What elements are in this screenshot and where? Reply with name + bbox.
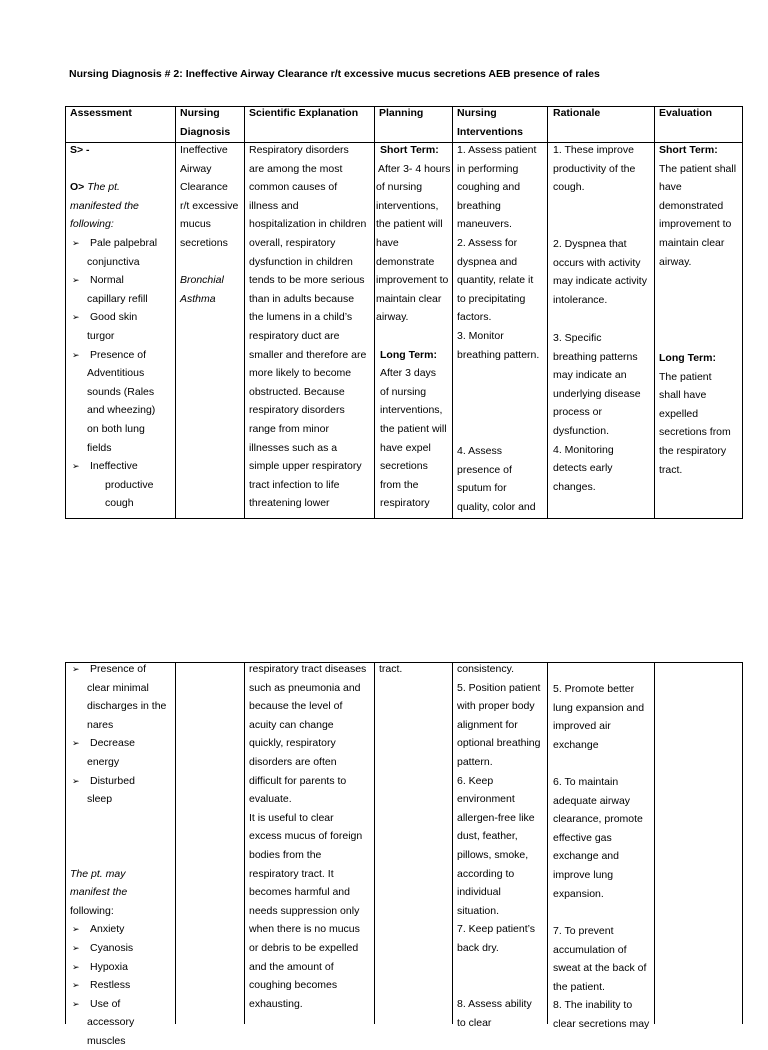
text-line: maintain clear <box>376 292 442 305</box>
diagnosis-line: Airway <box>180 162 212 175</box>
text-line: situation. <box>457 904 500 917</box>
text-line: or debris to be expelled <box>249 941 359 954</box>
text-line: clearance, promote <box>553 813 643 826</box>
text-line: alignment for <box>457 718 518 731</box>
rationale-cell <box>553 329 653 496</box>
text-line: breathing patterns <box>553 350 638 363</box>
manifest-text: manifest the <box>70 886 128 899</box>
text-line: intolerance. <box>553 293 608 306</box>
text-line: bodies from the <box>249 848 322 861</box>
text-line: 3. Monitor <box>457 329 504 342</box>
text-line: secretions <box>380 460 428 473</box>
text-line: detects early <box>553 462 613 475</box>
text-line: the lumens in a child’s <box>249 311 353 324</box>
scientific-explanation-cell <box>249 660 374 1013</box>
text-line: 5. Promote better <box>553 683 635 695</box>
text-line: lung expansion and <box>553 701 645 714</box>
text-line: consistency. <box>457 663 514 675</box>
bullet-continuation: on both lung <box>87 422 145 435</box>
objective-text: manifested the <box>70 199 139 212</box>
objective-label: O> <box>70 181 85 194</box>
bullet-continuation: cough <box>105 497 134 510</box>
bullet-continuation: muscles <box>87 1034 126 1047</box>
text-line: exchange and <box>553 850 619 863</box>
text-line: may indicate activity <box>553 275 647 288</box>
text-line: changes. <box>553 480 596 493</box>
short-term-label: Short Term: <box>380 144 439 156</box>
text-line: obstructed. Because <box>249 385 345 398</box>
diagnosis-line: Clearance <box>180 181 228 194</box>
text-line: tract. <box>379 663 403 675</box>
bullet-continuation: nares <box>87 718 114 731</box>
text-line: overall, respiratory <box>249 236 336 249</box>
text-line: 8. Assess ability <box>457 998 532 1010</box>
text-line: sputum for <box>457 482 507 495</box>
bullet-item: ➢ Decrease <box>70 734 174 753</box>
text-line: pattern. <box>457 755 493 768</box>
text-line: with proper body <box>457 700 535 713</box>
text-line: becomes harmful and <box>249 886 350 899</box>
text-line: 8. The inability to <box>553 999 633 1012</box>
bullet-continuation: discharges in the <box>87 700 167 713</box>
bullet-continuation: energy <box>87 755 120 768</box>
text-line: evaluate. <box>249 793 292 806</box>
rationale-cell <box>553 680 653 754</box>
table-1-col-divider <box>244 106 245 519</box>
text-line: coughing and <box>457 181 521 194</box>
text-line: quality, color and <box>457 500 536 513</box>
subjective-data: S> - <box>70 144 90 156</box>
text-line: presence of <box>457 463 512 476</box>
text-line: effective gas <box>553 831 612 844</box>
scientific-explanation-cell <box>249 141 374 513</box>
table-2-col-divider <box>452 662 453 1024</box>
text-line: 5. Position patient <box>457 681 541 694</box>
bullet-item: ➢ Presence of <box>70 346 174 365</box>
text-line: 2. Assess for <box>457 236 518 249</box>
text-line: The patient shall <box>659 162 737 175</box>
bullet-continuation: and wheezing) <box>87 404 156 417</box>
header-rationale: Rationale <box>553 107 601 119</box>
text-line: to precipitating <box>457 292 526 305</box>
bullet-item: ➢ Ineffective <box>70 457 174 476</box>
text-line: range from minor <box>249 422 329 435</box>
text-line: when there is no mucus <box>249 923 360 936</box>
bullet-item: ➢ Anxiety <box>70 920 174 939</box>
header-planning: Planning <box>379 107 424 119</box>
diagnosis-line: secretions <box>180 236 228 249</box>
bullet-continuation: clear minimal <box>87 681 149 694</box>
rationale-cell <box>553 235 653 309</box>
bullet-continuation: accessory <box>87 1016 135 1029</box>
text-line: After 3 days <box>380 367 437 380</box>
text-line: 4. Monitoring <box>553 443 614 456</box>
table-2-col-divider <box>175 662 176 1024</box>
text-line: common causes of <box>249 181 338 194</box>
text-line: The patient <box>659 370 712 383</box>
bullet-item: ➢ Use of <box>70 995 174 1014</box>
bullet-continuation: capillary refill <box>87 292 148 305</box>
text-line: the respiratory <box>659 444 727 457</box>
text-line: occurs with activity <box>553 256 641 269</box>
text-line: coughing becomes <box>249 979 338 992</box>
text-line: tract infection to life <box>249 478 340 491</box>
text-line: adequate airway <box>553 794 631 807</box>
text-line: shall have <box>659 389 707 402</box>
text-line: hospitalization in children <box>249 218 367 231</box>
text-line: and the amount of <box>249 960 334 973</box>
text-line: improve lung <box>553 868 614 881</box>
text-line: have expel <box>380 441 431 454</box>
nursing-interventions-cell <box>457 141 547 364</box>
text-line: clear secretions may <box>553 1017 650 1030</box>
text-line: dysfunction. <box>553 424 610 437</box>
text-line: because the level of <box>249 700 343 713</box>
text-line: environment <box>457 793 515 806</box>
text-line: sweat at the back of <box>553 962 647 975</box>
rationale-cell <box>553 922 653 1034</box>
text-line: acuity can change <box>249 718 334 731</box>
text-line: simple upper respiratory <box>249 460 362 473</box>
table-2-col-divider <box>65 662 66 1024</box>
objective-text: following: <box>70 218 114 231</box>
header-scientific-explanation: Scientific Explanation <box>249 107 359 119</box>
text-line: dust, feather, <box>457 830 518 843</box>
bullet-continuation: sounds (Rales <box>87 385 155 398</box>
text-line: of nursing <box>380 385 427 398</box>
text-line: smaller and therefore are <box>249 348 367 361</box>
text-line: breathing pattern. <box>457 348 540 361</box>
text-line: maintain clear <box>659 236 725 249</box>
text-line: respiratory <box>380 497 430 510</box>
text-line: After 3- 4 hours <box>378 162 451 175</box>
text-line: interventions, <box>380 404 443 417</box>
bullet-item: ➢ Restless <box>70 976 174 995</box>
bullet-item: ➢ Normal <box>70 271 174 290</box>
header-assessment: Assessment <box>70 107 132 119</box>
bullet-item: ➢ Good skin <box>70 308 174 327</box>
assessment-cell-page-1 <box>70 141 174 513</box>
text-line: individual <box>457 886 501 899</box>
text-line: than in adults because <box>249 292 355 305</box>
text-line: needs suppression only <box>249 904 360 917</box>
diagnosis-line: Ineffective <box>180 144 228 156</box>
text-line: 6. Keep <box>457 774 494 787</box>
table-1-col-divider <box>654 106 655 519</box>
text-line: the patient will <box>376 218 443 231</box>
text-line: breathing <box>457 199 501 212</box>
text-line: airway. <box>376 311 409 324</box>
text-line: respiratory tract diseases <box>249 663 367 675</box>
text-line: pillows, smoke, <box>457 848 529 861</box>
header-nursing-interventions <box>457 104 523 141</box>
long-term-label: Long Term: <box>380 348 437 361</box>
evaluation-cell <box>659 349 743 479</box>
objective-intro <box>70 178 174 197</box>
text-line: the patient. <box>553 980 605 993</box>
long-term-label: Long Term: <box>659 352 716 364</box>
header-interventions-line: Interventions <box>457 125 523 138</box>
header-nursing-line: Nursing <box>457 107 497 119</box>
text-line: optional breathing <box>457 737 541 750</box>
text-line: tends to be more serious <box>249 274 365 287</box>
text-line: more likely to become <box>249 367 352 380</box>
text-line: to clear <box>457 1016 492 1029</box>
planning-cell <box>376 141 452 513</box>
text-line: 7. To prevent <box>553 925 614 937</box>
text-line: improvement to <box>376 274 449 287</box>
table-2-col-divider <box>742 662 743 1024</box>
text-line: exhausting. <box>249 997 303 1010</box>
manifest-text: The pt. may <box>70 867 126 880</box>
text-line: 4. Assess <box>457 445 502 457</box>
table-1-col-divider <box>547 106 548 519</box>
bullet-continuation: fields <box>87 441 112 454</box>
medical-diagnosis-line: Asthma <box>180 292 216 305</box>
text-line: quantity, relate it <box>457 274 534 287</box>
bullet-item: ➢ Disturbed <box>70 772 174 791</box>
manifest-text: following: <box>70 904 114 917</box>
text-line: 1. These improve <box>553 144 634 156</box>
objective-text: The pt. <box>87 181 120 194</box>
text-line: maneuvers. <box>457 218 512 231</box>
text-line: threatening lower <box>249 497 330 510</box>
bullet-continuation: turgor <box>87 329 115 342</box>
text-line: respiratory duct are <box>249 329 340 342</box>
text-line: allergen-free like <box>457 811 535 824</box>
bullet-continuation: conjunctiva <box>87 255 140 268</box>
text-line: quickly, respiratory <box>249 737 336 750</box>
text-line: in performing <box>457 162 519 175</box>
bullet-item: ➢ Pale palpebral <box>70 234 174 253</box>
text-line: difficult for parents to <box>249 774 347 787</box>
bullet-item: ➢ Hypoxia <box>70 958 174 977</box>
bullet-item: ➢ Cyanosis <box>70 939 174 958</box>
table-2-col-divider <box>244 662 245 1024</box>
table-1-col-divider <box>374 106 375 519</box>
text-line: excess mucus of foreign <box>249 830 363 843</box>
text-line: of nursing <box>376 181 423 194</box>
text-line: 2. Dyspnea that <box>553 238 627 250</box>
nursing-diagnosis-cell <box>180 141 244 308</box>
nursing-interventions-cell <box>457 995 547 1032</box>
text-line: 6. To maintain <box>553 776 619 788</box>
header-diagnosis-line: Diagnosis <box>180 125 231 138</box>
bullet-item: ➢ Presence of <box>70 660 174 679</box>
text-line: the patient will <box>380 422 447 435</box>
text-line: expelled <box>659 407 699 420</box>
text-line: secretions from <box>659 426 731 439</box>
header-nursing-diagnosis <box>180 104 230 141</box>
text-line: from the <box>380 478 419 491</box>
text-line: demonstrate <box>376 255 435 268</box>
text-line: accumulation of <box>553 943 627 956</box>
text-line: tract. <box>659 463 683 476</box>
bullet-continuation: productive <box>105 478 154 491</box>
table-2-col-divider <box>547 662 548 1024</box>
text-line: dysfunction in children <box>249 255 353 268</box>
bullet-continuation: Adventitious <box>87 367 145 380</box>
text-line: interventions, <box>376 199 439 212</box>
text-line: factors. <box>457 311 492 324</box>
text-line: may indicate an <box>553 369 627 382</box>
text-line: productivity of the <box>553 162 636 175</box>
text-line: respiratory tract. It <box>249 867 334 880</box>
text-line: illnesses such as a <box>249 441 338 454</box>
diagnosis-line: r/t excessive <box>180 199 239 212</box>
text-line: improvement to <box>659 218 732 231</box>
text-line: are among the most <box>249 162 343 175</box>
table-2-col-divider <box>654 662 655 1024</box>
text-line: demonstrated <box>659 199 724 212</box>
text-line: dyspnea and <box>457 255 518 268</box>
diagnosis-line: mucus <box>180 218 211 231</box>
medical-diagnosis-line: Bronchial <box>180 274 224 287</box>
text-line: underlying disease <box>553 387 641 400</box>
text-line: Respiratory disorders <box>249 144 349 156</box>
text-line: have <box>376 236 399 249</box>
nursing-interventions-cell <box>457 660 547 958</box>
rationale-cell <box>553 141 653 197</box>
evaluation-cell <box>659 141 743 271</box>
text-line: 3. Specific <box>553 332 602 344</box>
rationale-cell <box>553 773 653 903</box>
text-line: airway. <box>659 255 692 268</box>
planning-cell <box>379 660 451 679</box>
text-line: disorders are often <box>249 755 337 768</box>
short-term-label: Short Term: <box>659 144 718 156</box>
text-line: improved air <box>553 720 611 733</box>
header-evaluation: Evaluation <box>659 107 713 119</box>
text-line: expansion. <box>553 887 604 900</box>
header-nursing-line: Nursing <box>180 107 220 119</box>
text-line: cough. <box>553 181 585 194</box>
text-line: back dry. <box>457 941 499 954</box>
table-2-col-divider <box>374 662 375 1024</box>
text-line: respiratory disorders <box>249 404 345 417</box>
document-title: Nursing Diagnosis # 2: Ineffective Airway Clearance r/t excessive mucus secretions AEB presence of rales <box>69 68 600 80</box>
text-line: It is useful to clear <box>249 811 334 824</box>
table-1-col-divider <box>452 106 453 519</box>
text-line: such as pneumonia and <box>249 681 361 694</box>
text-line: have <box>659 181 682 194</box>
text-line: illness and <box>249 199 299 212</box>
nursing-interventions-cell <box>457 442 547 516</box>
text-line: according to <box>457 867 515 880</box>
text-line: exchange <box>553 738 599 751</box>
text-line: 7. Keep patient’s <box>457 923 536 936</box>
text-line: 1. Assess patient <box>457 144 537 156</box>
table-1-col-divider <box>175 106 176 519</box>
text-line: process or <box>553 406 603 419</box>
bullet-continuation: sleep <box>87 793 113 806</box>
assessment-cell-page-2 <box>70 660 174 1050</box>
